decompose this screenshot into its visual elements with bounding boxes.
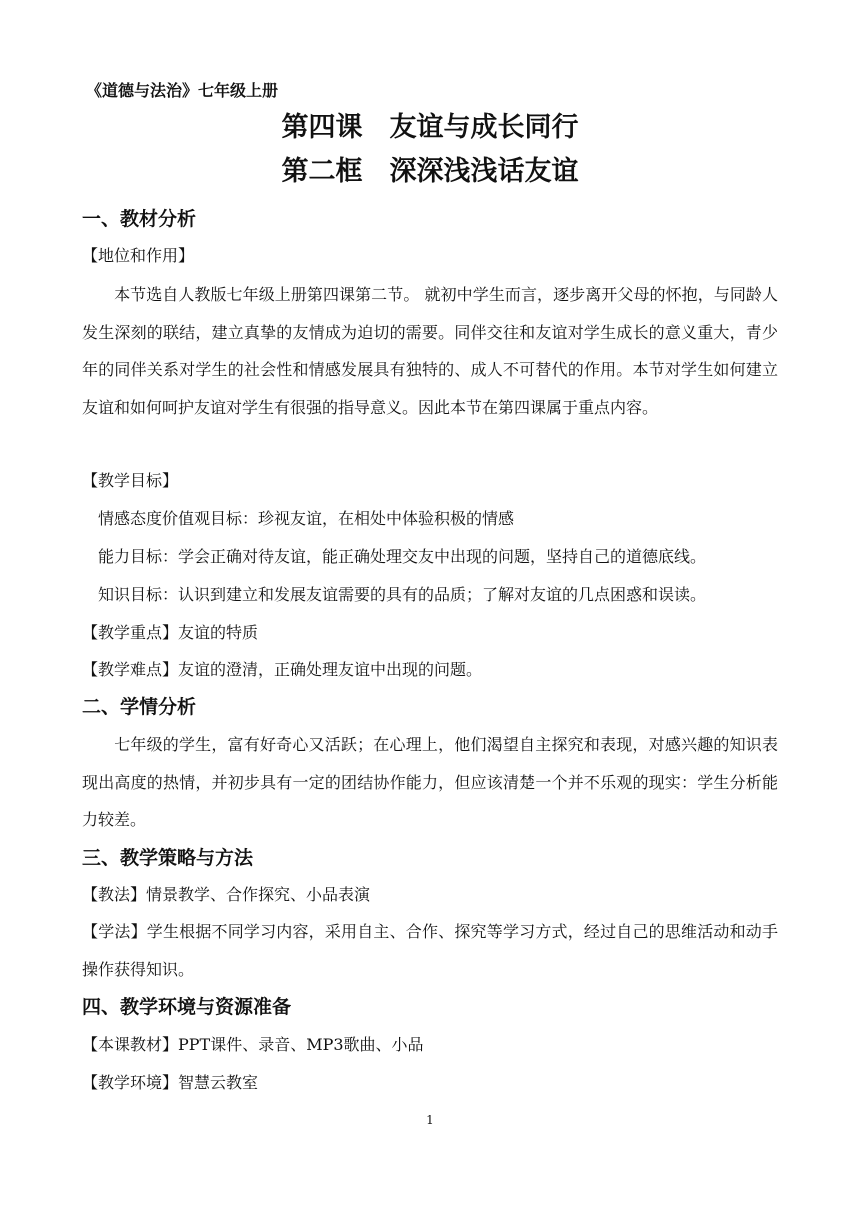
students-text: 七年级的学生，富有好奇心又活跃；在心理上，他们渴望自主探究和表现，对感兴趣的知识表现出高度的热情，并初步具有一定的团结协作能力，但应该清楚一个并不乐观的现实：学生分析能力较差。 bbox=[82, 735, 778, 829]
section-heading-students: 二、学情分析 bbox=[82, 696, 197, 718]
key-point bbox=[82, 622, 258, 644]
difficulty-text: 友谊的澄清，正确处理友谊中出现的问题。 bbox=[178, 660, 483, 679]
section-heading-material: 一、教材分析 bbox=[82, 208, 197, 230]
role-text: 本节选自人教版七年级上册第四课第二节。 就初中学生而言，逐步离开父母的怀抱，与同龄人发生深刻的联结，建立真挚的友情成为迫切的需要。同伴交往和友谊对学生成长的意义重大，青少年的同伴关系对学生的社会性和情感发展具有独特的、成人不可替代的作用。本节对学生如何建立友谊和如何呵护友谊对学生有很强的指导意义。因此本节在第四课属于重点内容。 bbox=[82, 285, 778, 417]
goals-label: 【教学目标】 bbox=[82, 471, 179, 490]
role-label: 【地位和作用】 bbox=[82, 246, 195, 265]
key-label: 【教学重点】 bbox=[82, 623, 179, 642]
difficulty-label: 【教学难点】 bbox=[82, 660, 179, 679]
learn-label: 【学法】 bbox=[82, 922, 147, 941]
difficulty-point bbox=[82, 659, 482, 681]
course-materials bbox=[82, 1034, 424, 1056]
teach-label: 【教法】 bbox=[82, 885, 147, 904]
teach-text: 情景教学、合作探究、小品表演 bbox=[146, 885, 371, 904]
learn-method bbox=[82, 913, 778, 988]
book-title: 《道德与法治》七年级上册 bbox=[86, 81, 279, 100]
env-text: 智慧云教室 bbox=[178, 1073, 259, 1092]
teach-method bbox=[82, 884, 370, 906]
goal-emotion: 情感态度价值观目标：珍视友谊，在相处中体验积极的情感 bbox=[98, 509, 515, 528]
materials-text: PPT课件、录音、MP3歌曲、小品 bbox=[178, 1035, 424, 1054]
lesson-title: 第四课 友谊与成长同行 bbox=[281, 112, 579, 143]
env-label: 【教学环境】 bbox=[82, 1073, 179, 1092]
learn-text: 学生根据不同学习内容，采用自主、合作、探究等学习方式，经过自己的思维活动和动手操作获得知识。 bbox=[82, 922, 778, 979]
role-paragraph bbox=[82, 276, 778, 426]
page-number: 1 bbox=[426, 1113, 434, 1127]
key-text: 友谊的特质 bbox=[178, 623, 259, 642]
section-heading-strategy: 三、教学策略与方法 bbox=[82, 847, 254, 869]
teaching-environment bbox=[82, 1072, 258, 1094]
section-heading-environment: 四、教学环境与资源准备 bbox=[82, 996, 292, 1018]
students-paragraph bbox=[82, 726, 778, 839]
materials-label: 【本课教材】 bbox=[82, 1035, 179, 1054]
goal-ability: 能力目标：学会正确对待友谊，能正确处理交友中出现的问题，坚持自己的道德底线。 bbox=[98, 547, 707, 566]
goal-knowledge: 知识目标：认识到建立和发展友谊需要的具有的品质；了解对友谊的几点困惑和误读。 bbox=[98, 585, 707, 604]
frame-title: 第二框 深深浅浅话友谊 bbox=[281, 156, 579, 187]
